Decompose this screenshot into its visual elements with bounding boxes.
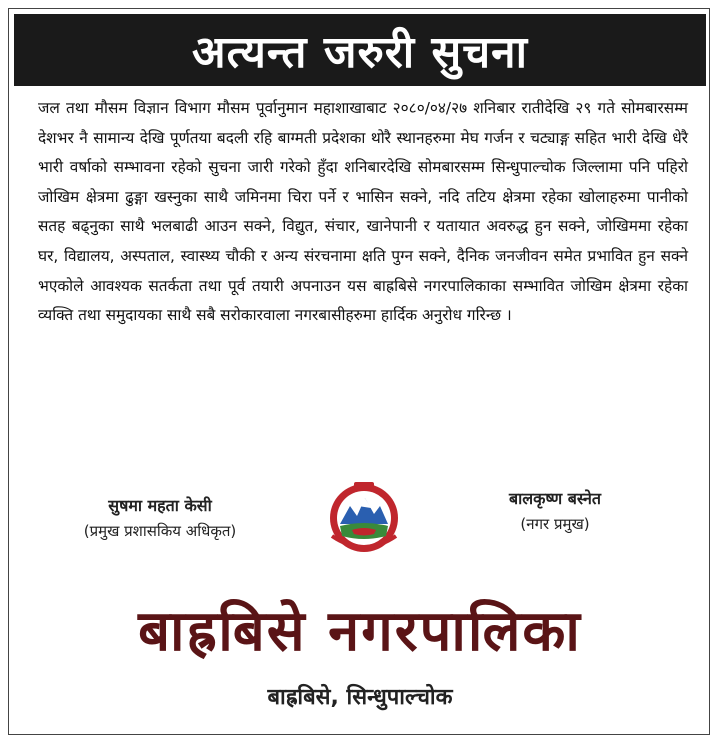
- organization-name: बाह्रबिसे नगरपालिका: [138, 599, 582, 664]
- organization-address: बाह्रबिसे, सिन्धुपाल्चोक: [267, 685, 453, 710]
- signatory-right-role: (नगर प्रमुख): [520, 515, 590, 533]
- signatory-right-name: बालकृष्ण बस्नेत: [509, 489, 601, 508]
- notice-body: जल तथा मौसम विज्ञान विभाग मौसम पूर्वानुमान महाशाखाबाट २०८०/०४/२७ शनिबार रातीदेखि २९ गते सोमबारसम्म देशभर नै सामान्य देखि पूर्णतया बदली रहि बाग्मती प्रदेशका थोरै स्थानहरुमा मेघ गर्जन र चट्याङ्ग सहित भारी देखि धेरै भारी वर्षाको सम्भावना रहेको सुचना जारी गरेको हुँदा शनिबारदेखि सोमबारसम्म सिन्धुपाल्चोक जिल्लामा पनि पहिरो जोखिम क्षेत्रमा ढुङ्गा खस्नुका साथै जमिनमा चिरा पर्ने र भासिन सक्ने, नदि तटिय क्षेत्रमा रहेका खोलाहरुमा पानीको सतह बढ्नुका साथै भलबाढी आउन सक्ने, विद्युत, संचार, खानेपानी र यतायात अवरुद्ध हुन सक्ने, जोखिममा रहेका घर, विद्यालय, अस्पताल, स्वास्थ्य चौकी र अन्य संरचनामा क्षति पुग्न सक्ने, दैनिक जनजीवन समेत प्रभावित हुन सक्ने भएकोले आवश्यक सतर्कता तथा पूर्व तयारी अपनाउन यस बाह्रबिसे नगरपालिकाका सम्भावित जोखिम क्षेत्रमा रहेका व्यक्ति तथा समुदायका साथै सबै सरोकारवाला नगरबासीहरुमा हार्दिक अनुरोध गरिन्छ ।: [38, 99, 688, 325]
- notice-title: अत्यन्त जरुरी सुचना: [14, 14, 706, 86]
- signatory-left: [40, 494, 280, 544]
- municipality-emblem-icon: [324, 476, 404, 556]
- signatory-left-name: सुषमा महता केसी: [108, 496, 212, 515]
- signatory-right: [440, 487, 670, 537]
- signatory-left-role: (प्रमुख प्रशासकिय अधिकृत): [83, 522, 237, 540]
